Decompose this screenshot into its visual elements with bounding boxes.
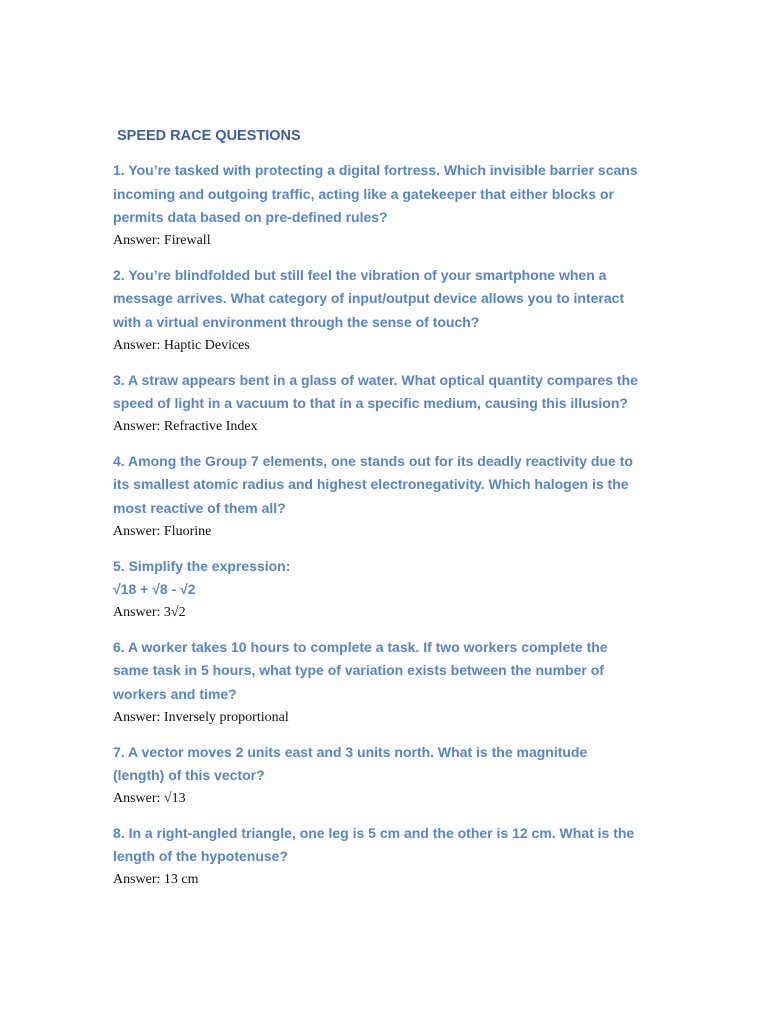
question-item-7 (113, 741, 673, 810)
question-text (113, 741, 673, 788)
question-line: 1. You’re tasked with protecting a digital fortress. Which invisible barrier scans (113, 162, 638, 178)
question-line: message arrives. What category of input/output device allows you to interact (113, 290, 625, 307)
answer-text: Answer: Refractive Index (113, 418, 258, 434)
answer-text: Answer: 3√2 (113, 604, 186, 620)
answer-text: Answer: √13 (113, 790, 186, 806)
question-line: speed of light in a vacuum to that in a specific medium, causing this illusion? (113, 395, 628, 412)
question-line: most reactive of them all? (113, 499, 286, 516)
question-text (113, 264, 673, 335)
answer-text: Answer: Inversely proportional (113, 709, 289, 725)
question-line: incoming and outgoing traffic, acting like a gatekeeper that either blocks or (113, 185, 614, 202)
question-text (113, 636, 673, 707)
question-line: 8. In a right-angled triangle, one leg is 5 cm and the other is 12 cm. What is the (113, 824, 635, 841)
question-text (113, 159, 673, 230)
question-text (113, 822, 673, 869)
answer-text: Answer: Fluorine (113, 523, 212, 539)
question-line: its smallest atomic radius and highest electronegativity. Which halogen is the (113, 476, 629, 493)
question-item-3 (113, 369, 673, 438)
question-line: length of the hypotenuse? (113, 848, 288, 865)
question-item-6 (113, 636, 673, 729)
question-line: permits data based on pre-defined rules? (113, 209, 388, 226)
question-line: 2. You’re blindfolded but still feel the vibration of your smartphone when a (113, 266, 607, 283)
question-line: 3. A straw appears bent in a glass of water. What optical quantity compares the (113, 371, 638, 388)
question-line: same task in 5 hours, what type of variation exists between the number of (113, 662, 604, 679)
question-item-4 (113, 450, 673, 543)
question-line: √18 + √8 - √2 (113, 581, 196, 598)
question-item-8 (113, 822, 673, 891)
question-text (113, 555, 673, 602)
answer-text: Answer: Haptic Devices (113, 337, 250, 353)
question-item-1 (113, 159, 673, 252)
question-line: workers and time? (113, 685, 237, 702)
question-line: 5. Simplify the expression: (113, 557, 291, 574)
document-page (113, 125, 673, 891)
answer-text: Answer: Firewall (113, 232, 211, 248)
answer-text: Answer: 13 cm (113, 871, 199, 887)
question-text (113, 369, 673, 416)
question-line: 4. Among the Group 7 elements, one stands out for its deadly reactivity due to (113, 452, 633, 469)
question-line: 7. A vector moves 2 units east and 3 units north. What is the magnitude (113, 743, 588, 760)
question-item-5 (113, 555, 673, 624)
question-item-2 (113, 264, 673, 357)
question-line: with a virtual environment through the sense of touch? (113, 313, 480, 330)
question-text (113, 450, 673, 521)
question-line: 6. A worker takes 10 hours to complete a task. If two workers complete the (113, 638, 608, 655)
question-line: (length) of this vector? (113, 767, 265, 784)
page-title: SPEED RACE QUESTIONS (117, 128, 301, 144)
